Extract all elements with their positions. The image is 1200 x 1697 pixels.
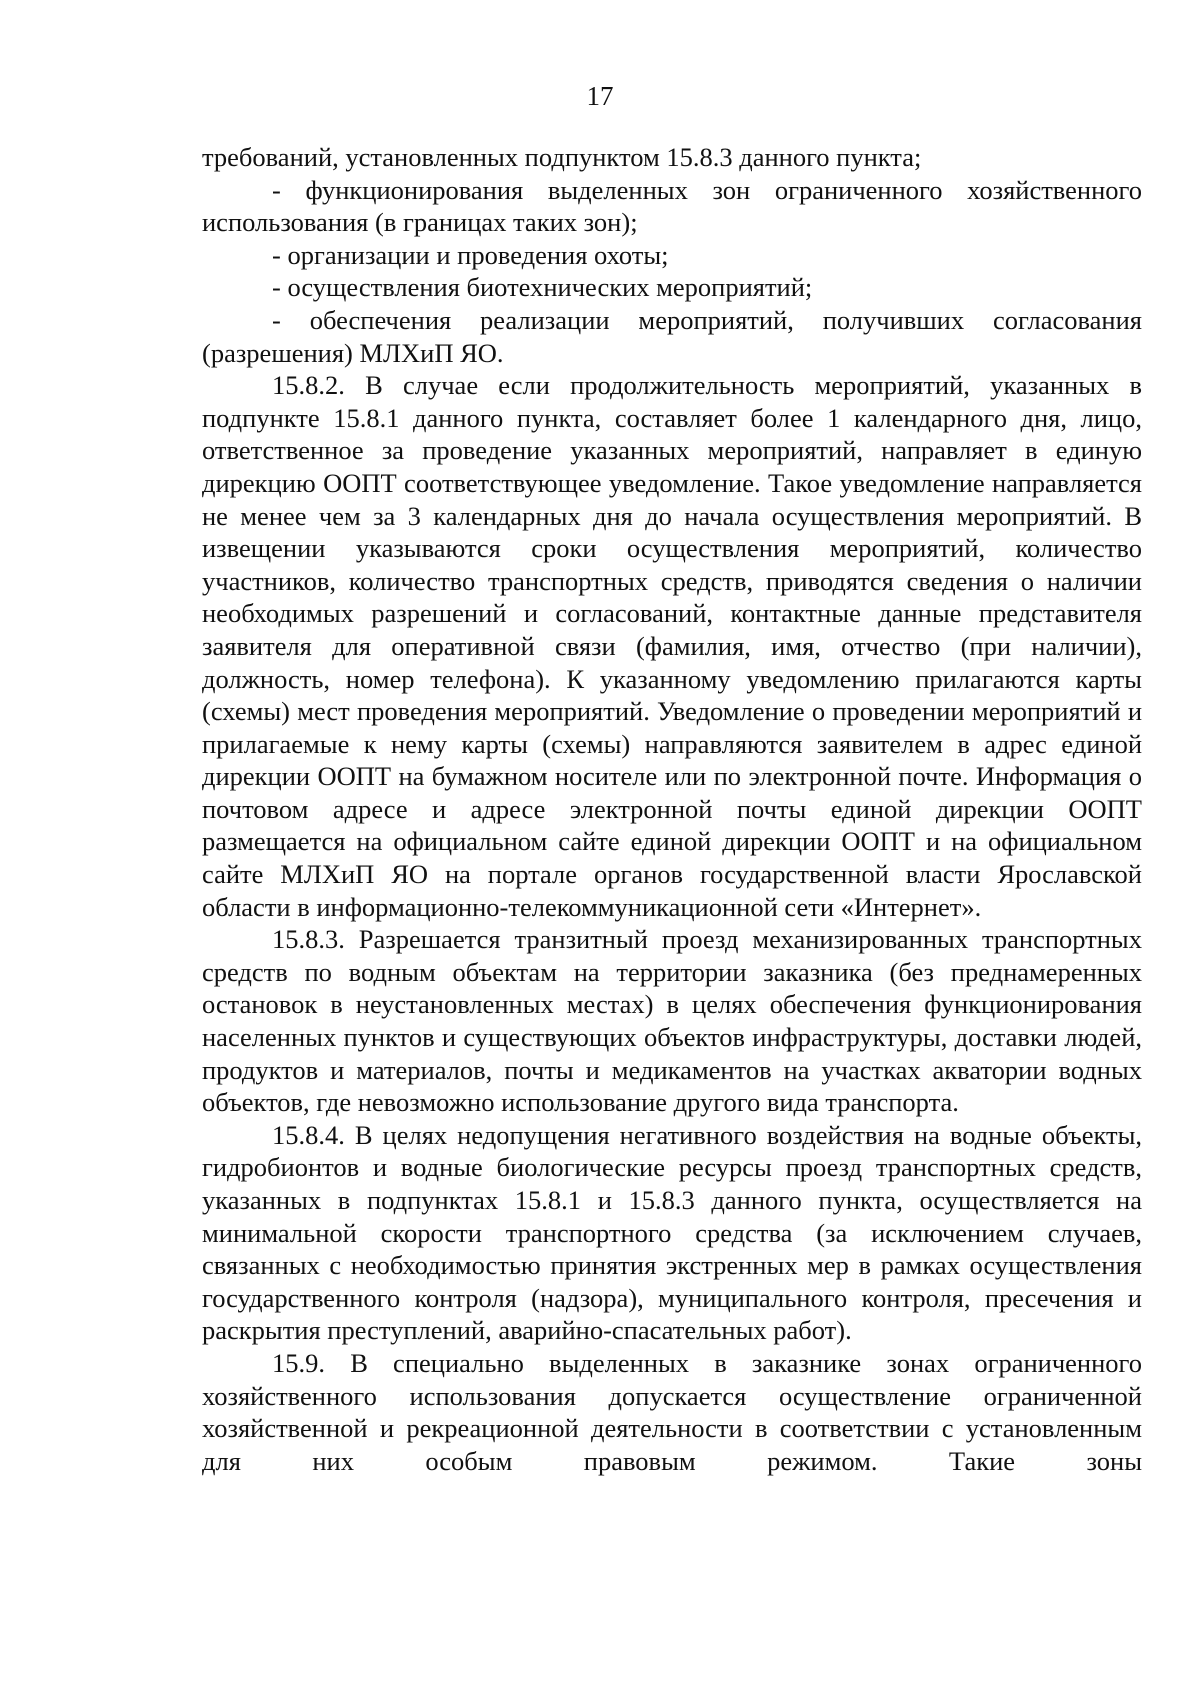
paragraph-15-8-2: 15.8.2. В случае если продолжительность мероприятий, указанных в подпункте 15.8.1 данного пункта, составляет более 1 календарного дня, лицо, ответственное за проведение указанных мероприятий, направляет в единую дирекцию ООПТ соответствующее уведомление. Такое уведомление направляется не менее чем за 3 календарных дня до начала осуществления мероприятий. В извещении указываются сроки осуществления мероприятий, количество участников, количество транспортных средств, приводятся сведения о наличии необходимых разрешений и согласований, контактные данные представителя заявителя для оперативной связи (фамилия, имя, отчество (при наличии), должность, номер телефона). К указанному уведомлению прилагаются карты (схемы) мест проведения мероприятий. Уведомление о проведении мероприятий и прилагаемые к нему карты (схемы) направляются заявителем в адрес единой дирекции ООПТ на бумажном носителе или по электронной почте. Информация о почтовом адресе и адресе электронной почты единой дирекции ООПТ размещается на официальном сайте единой дирекции ООПТ и на официальном сайте МЛХиП ЯО на портале органов государственной власти Ярославской области в информационно-телекоммуникационной сети «Интернет». — [202, 370, 1142, 922]
document-body — [202, 141, 1142, 1477]
paragraph-15-8-4: 15.8.4. В целях недопущения негативного воздействия на водные объекты, гидробионтов и водные биологические ресурсы проезд транспортных средств, указанных в подпунктах 15.8.1 и 15.8.3 данного пункта, осуществляется на минимальной скорости транспортного средства (за исключением случаев, связанных с необходимостью принятия экстренных мер в рамках осуществления государственного контроля (надзора), муниципального контроля, пресечения и раскрытия преступлений, аварийно-спасательных работ). — [202, 1119, 1142, 1346]
page-number: 17 — [586, 81, 614, 111]
paragraph-15-8-3: 15.8.3. Разрешается транзитный проезд механизированных транспортных средств по водным объектам на территории заказника (без преднамеренных остановок в неустановленных местах) в целях обеспечения функционирования населенных пунктов и существующих объектов инфраструктуры, доставки людей, продуктов и материалов, почты и медикаментов на участках акватории водных объектов, где невозможно использование другого вида транспорта. — [202, 924, 1142, 1118]
paragraph-continuation: требований, установленных подпунктом 15.8.3 данного пункта; — [202, 142, 922, 172]
paragraph-15-9: 15.9. В специально выделенных в заказнике зонах ограниченного хозяйственного использования допускается осуществление ограниченной хозяйственной и рекреационной деятельности в соответствии с установленным для них особым правовым режимом. Такие зоны — [202, 1347, 1142, 1476]
paragraph-list-item-hunting: - организации и проведения охоты; — [272, 239, 669, 270]
paragraph-list-item-zones: - функционирования выделенных зон ограниченного хозяйственного использования (в границах таких зон); — [202, 174, 1142, 238]
paragraph-list-item-approvals: - обеспечения реализации мероприятий, получивших согласования (разрешения) МЛХиП ЯО. — [202, 304, 1142, 368]
paragraph-list-item-biotechnical: - осуществления биотехнических мероприятий; — [272, 272, 813, 303]
